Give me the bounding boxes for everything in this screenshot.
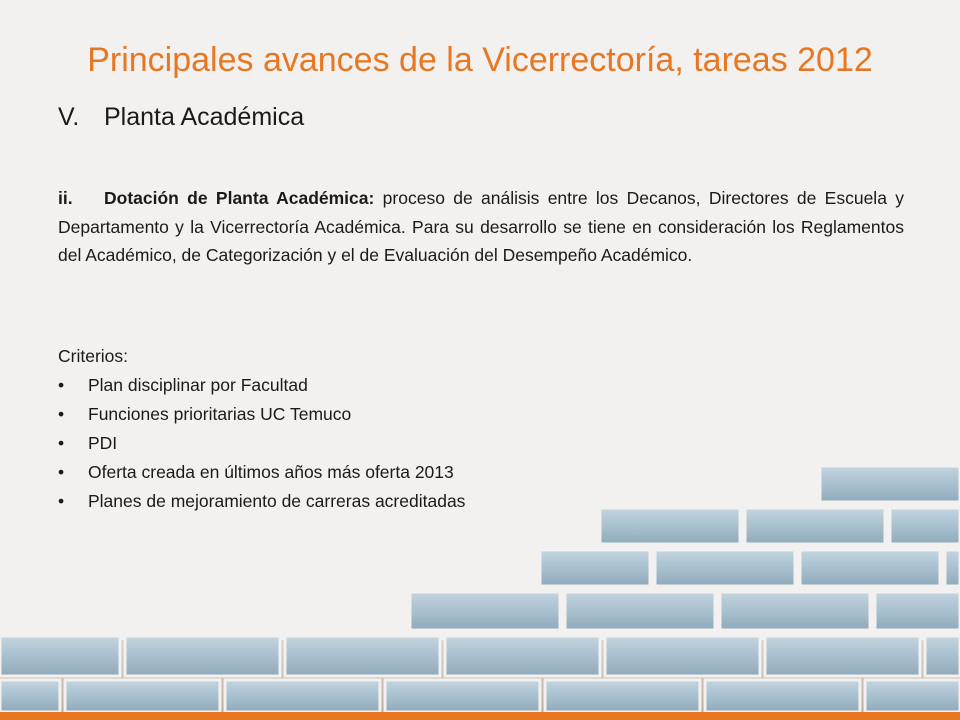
list-item-text: Oferta creada en últimos años más oferta 2013 <box>88 462 454 482</box>
criteria-block <box>58 342 465 516</box>
criteria-list <box>58 371 465 516</box>
list-item-text: Planes de mejoramiento de carreras acreditadas <box>88 491 466 511</box>
slide-title: Principales avances de la Vicerrectoría, tareas 2012 <box>87 41 873 79</box>
list-item <box>58 400 465 429</box>
criteria-heading: Criterios: <box>58 346 129 366</box>
list-item <box>58 487 465 516</box>
section-label: Planta Académica <box>104 103 305 131</box>
bullet-icon: • <box>58 375 65 395</box>
bullet-icon: • <box>58 404 65 424</box>
list-item <box>58 458 465 487</box>
accent-bar <box>0 712 960 720</box>
list-item-text: Plan disciplinar por Facultad <box>88 375 308 395</box>
list-item-text: Funciones prioritarias UC Temuco <box>88 404 352 424</box>
paragraph-number: ii. <box>58 188 73 208</box>
section-heading <box>58 100 304 134</box>
paragraph-lead: Dotación de Planta Académica: <box>104 188 375 208</box>
section-number: V. <box>58 103 80 131</box>
list-item-text: PDI <box>88 433 118 453</box>
list-item <box>58 429 465 458</box>
description-paragraph <box>58 184 904 270</box>
bullet-icon: • <box>58 433 65 453</box>
paragraph-body: proceso de análisis entre los Decanos, Directores de Escuela y Departamento y la Vicerrectoría Académica. Para su desarrollo se tiene en consideración los Reglamentos del Académico, de Categorización y el de Evaluación del Desempeño Académico. <box>58 188 904 265</box>
bullet-icon: • <box>58 491 65 511</box>
list-item <box>58 371 465 400</box>
bullet-icon: • <box>58 462 65 482</box>
